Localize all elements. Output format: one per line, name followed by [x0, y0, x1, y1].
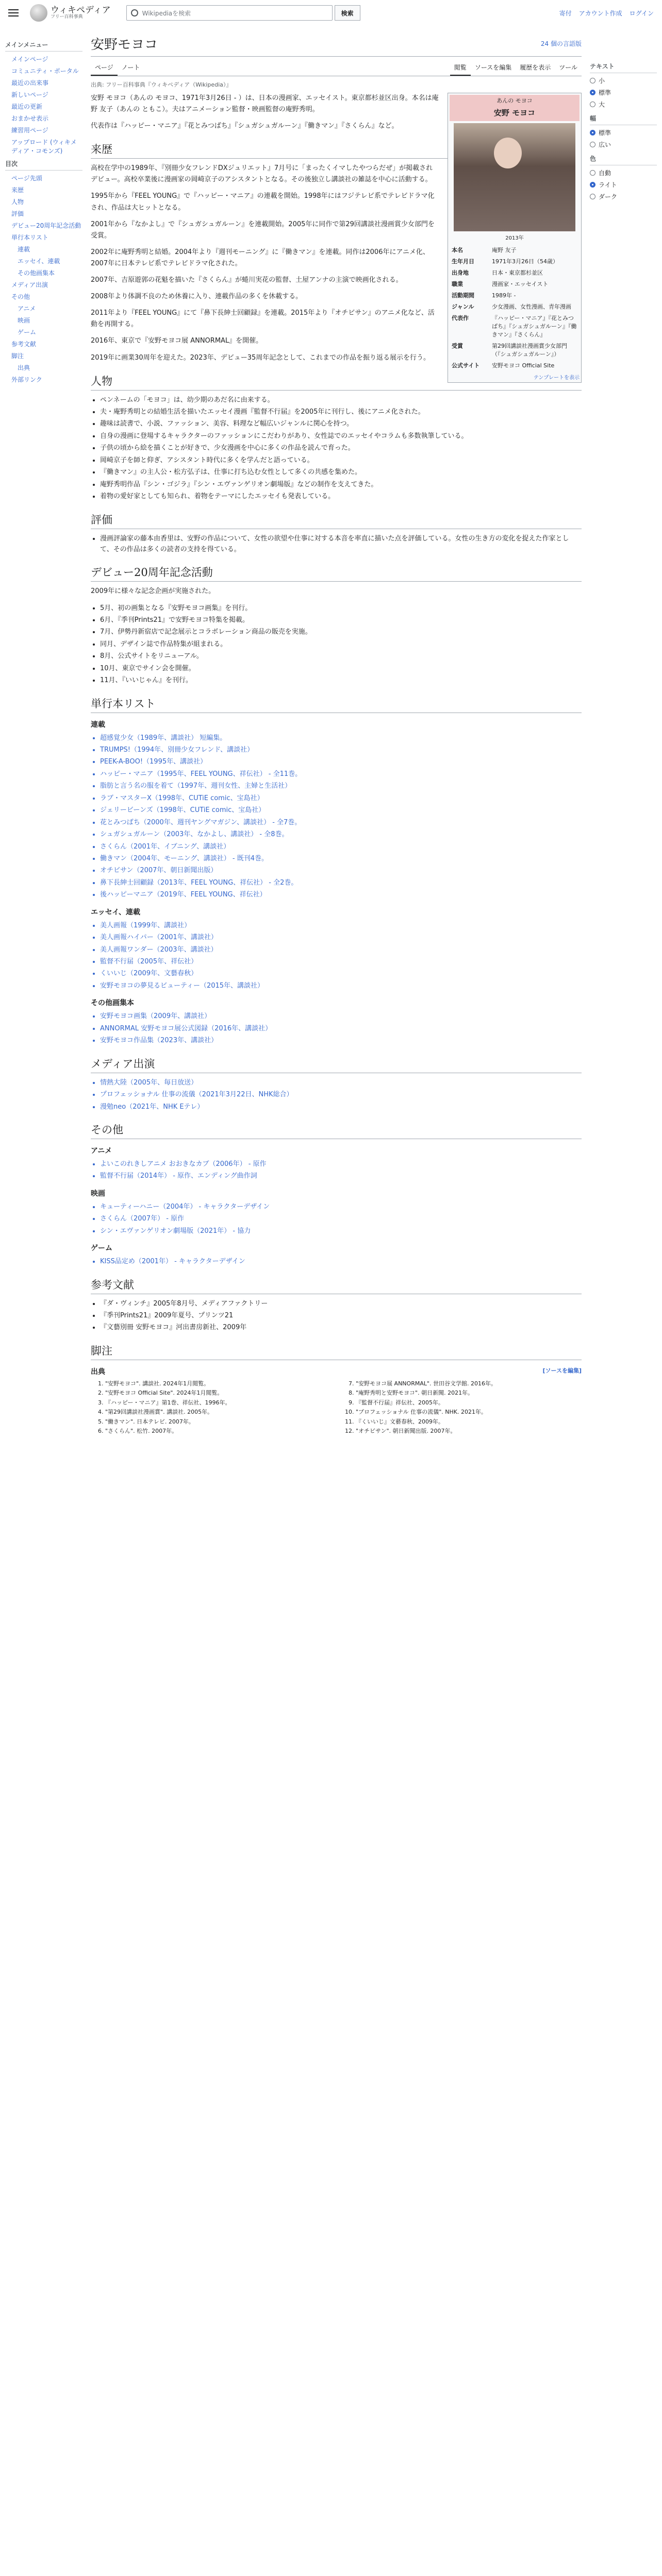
toc-item[interactable]: アニメ — [18, 305, 36, 312]
radio-label: 自動 — [599, 170, 611, 177]
list-item[interactable]: • さくらん（2001年、イブニング、講談社） — [100, 841, 582, 852]
list-item: • 『働きマン』の主人公・松方弘子は、仕事に打ち込む女性として多くの共感を集めた。 — [100, 467, 582, 478]
left-sidebar — [5, 26, 82, 1437]
sources-heading — [91, 1366, 582, 1377]
list-item[interactable]: • 鼻下長紳士回顧録（2013年、FEEL YOUNG、祥伝社） - 全2巻。 — [100, 877, 582, 888]
infobox-table — [450, 244, 580, 371]
paragraph: 2007年、吉原遊郭の花魁を描いた『さくらん』が蜷川実花の監督、土屋アンナの主演で映画化される。 — [91, 276, 403, 284]
globe-icon — [30, 4, 47, 22]
radio-button[interactable] — [590, 90, 595, 95]
text-size-header: テキスト — [590, 62, 657, 73]
game-list — [100, 1256, 582, 1267]
anniv-list — [100, 603, 582, 686]
serial-heading: 連載 — [91, 720, 105, 729]
article-content — [82, 26, 590, 1437]
edit-sources-link[interactable]: [ソースを編集] — [542, 1367, 582, 1374]
radio-label: 標準 — [599, 129, 611, 137]
list-item: • 8月、公式サイトをリニューアル。 — [100, 651, 582, 662]
list-item[interactable]: • 脂肪と言う名の服を着て（1997年、週刊女性、主婦と生活社） — [100, 781, 582, 791]
list-item: • 同月、デザイン誌で作品特集が組まれる。 — [100, 639, 582, 650]
list-item[interactable]: • ハッピー・マニア（1995年、FEEL YOUNG、祥伝社） - 全11巻。 — [100, 769, 582, 779]
radio-label: 小 — [599, 77, 605, 84]
radio-button[interactable] — [590, 130, 595, 135]
list-item[interactable]: • PEEK-A-BOO!（1995年、講談社） — [100, 756, 582, 767]
infobox-key: 代表作 — [452, 315, 469, 321]
paragraph: 代表作は『ハッピー・マニア』『花とみつばち』『シュガシュガルーン』『働きマン』『さくらん』など。 — [91, 122, 399, 130]
essay-heading: エッセイ、連載 — [91, 908, 141, 917]
list-item[interactable]: • ラブ・マスターX（1998年、CUTiE comic、宝島社） — [100, 793, 582, 804]
person-list — [100, 395, 582, 502]
radio-option[interactable] — [590, 76, 657, 85]
list-item[interactable]: • プロフェッショナル 仕事の流儀（2021年3月22日、NHK総合） — [100, 1089, 582, 1100]
page-tabs — [91, 60, 582, 76]
history-heading: 来歴 — [91, 141, 582, 159]
infobox-value: 庵野 友子 — [492, 247, 517, 253]
page-title-text: 安野モヨコ — [91, 37, 158, 53]
infobox-key: 本名 — [452, 247, 463, 253]
toc-item[interactable]: 人物 — [11, 198, 24, 206]
list-item: • 6月、『季刊Prints21』で安野モヨコ特集を掲載。 — [100, 615, 582, 625]
infobox-row — [450, 278, 580, 290]
toc-item[interactable]: 出典 — [18, 364, 30, 371]
list-item[interactable]: • 花とみつばち（2000年、週刊ヤングマガジン、講談社） - 全7巻。 — [100, 817, 582, 828]
radio-option[interactable] — [590, 180, 657, 189]
media-heading: メディア出演 — [91, 1056, 582, 1073]
radio-option[interactable] — [590, 88, 657, 97]
paragraph: 2019年に画業30周年を迎えた。2023年、デビュー35周年記念として、これまでの作品を振り返る展示を行う。 — [91, 353, 430, 362]
main-menu-item[interactable]: 最近の更新 — [11, 103, 43, 110]
wikipedia-logo[interactable] — [30, 4, 111, 22]
search-form — [126, 5, 360, 21]
infobox-value: 1989年 - — [492, 292, 516, 299]
toc-item[interactable]: 単行本リスト — [11, 234, 48, 241]
template-link[interactable]: テンプレートを表示 — [533, 375, 580, 381]
notes-heading: 脚注 — [91, 1343, 582, 1360]
list-item: • 7月、伊勢丹新宿店で記念展示とコラボレーション商品の販売を実施。 — [100, 626, 582, 637]
toc-item[interactable]: 参考文献 — [11, 341, 37, 348]
login-link[interactable]: ログイン — [629, 9, 654, 17]
radio-label: ライト — [599, 181, 617, 189]
list-item[interactable]: • 超感覚少女（1989年、講談社） 短編集。 — [100, 733, 582, 743]
radio-button[interactable] — [590, 142, 595, 147]
tab-tools[interactable]: ツール — [559, 64, 577, 71]
list-item: • 漫画評論家の藤本由香里は、安野の作品について、女性の欲望や仕事に対する本音を率直に描いた点を評価している。女性の生き方の変化を捉えた作家として、その作品は多くの読者の支持を得ている。 — [100, 533, 582, 555]
toc-item[interactable]: ゲーム — [18, 329, 37, 336]
movie-list — [100, 1201, 582, 1236]
infobox-row — [450, 267, 580, 278]
infobox-value: 1971年3月26日（54歳） — [492, 258, 558, 265]
radio-option[interactable] — [590, 168, 657, 177]
infobox-row — [450, 244, 580, 256]
works-heading: 単行本リスト — [91, 696, 582, 713]
appearance-panel — [590, 26, 657, 1437]
infobox-photo[interactable] — [454, 123, 575, 231]
list-item: 9. 『監督不行届』祥伝社、2005年。 — [356, 1399, 582, 1408]
list-item: • 10月、東京でサイン会を開催。 — [100, 663, 582, 674]
create-account-link[interactable]: アカウント作成 — [578, 9, 622, 17]
list-item: 10. "プロフェッショナル 仕事の流儀". NHK. 2021年。 — [356, 1408, 582, 1417]
toc-item[interactable]: ページ先頭 — [11, 175, 42, 182]
main-menu-list — [5, 55, 82, 155]
list-item: 5. "働きマン". 日本テレビ. 2007年。 — [105, 1418, 331, 1427]
search-placeholder: Wikipediaを検索 — [142, 9, 191, 17]
list-item[interactable]: • 監督不行届（2014年） - 原作、エンディング曲作詞 — [100, 1171, 582, 1181]
infobox-key: 公式サイト — [452, 362, 480, 369]
color-options — [590, 168, 657, 201]
list-item[interactable]: • 安野モヨコ作品集（2023年、講談社） — [100, 1035, 582, 1046]
tab-talk[interactable]: ノート — [121, 64, 140, 71]
list-item: • 『文藝別冊 安野モヨコ』河出書房新社、2009年 — [100, 1322, 582, 1333]
infobox-caption: 2013年 — [505, 235, 524, 241]
list-item[interactable]: • 働きマン（2004年、モーニング、講談社） - 既刊4巻。 — [100, 853, 582, 864]
eval-list — [100, 533, 582, 555]
paragraph: 2011年より『FEEL YOUNG』にて『鼻下長紳士回顧録』を連載。2015年より『オチビサン』のアニメ化など、活動を再開する。 — [91, 309, 435, 329]
infobox-value: 『ハッピー・マニア』『花とみつばち』『シュガシュガルーン』『働きマン』『さくらん』 — [492, 315, 577, 338]
list-item[interactable]: • TRUMPS!（1994年、別冊少女フレンド、講談社） — [100, 744, 582, 755]
list-item[interactable]: • シュガシュガルーン（2003年、なかよし、講談社） - 全8巻。 — [100, 829, 582, 840]
infobox-key: ジャンル — [452, 303, 474, 310]
infobox-key: 生年月日 — [452, 258, 474, 265]
list-item[interactable]: • 安野モヨコ画集（2009年、講談社） — [100, 1011, 582, 1022]
eval-heading: 評価 — [91, 512, 582, 529]
list-item[interactable]: • 美人画報ワンダー（2003年、講談社） — [100, 944, 582, 955]
radio-label: 広い — [599, 141, 611, 148]
article-source-note: 出典: フリー百科事典『ウィキペディア（Wikipedia）』 — [91, 81, 232, 88]
infobox-value: 第29回講談社漫画賞少女部門（『シュガシュガルーン』） — [492, 343, 567, 358]
radio-label: 大 — [599, 101, 605, 108]
tab-page[interactable]: ページ — [91, 60, 118, 76]
sources-right — [341, 1380, 582, 1437]
main-menu-header: メインメニュー — [5, 40, 82, 52]
infobox-row — [450, 301, 580, 312]
tab-edit-source[interactable]: ソースを編集 — [474, 64, 512, 71]
list-item[interactable]: • 美人画報ハイパー（2001年、講談社） — [100, 932, 582, 943]
list-item[interactable]: • キューティーハニー（2004年） - キャラクターデザイン — [100, 1201, 582, 1212]
list-item[interactable]: • よいこのれきしアニメ おおきなカブ（2006年） - 原作 — [100, 1159, 582, 1170]
list-item[interactable]: • KISS品定め（2001年） - キャラクターデザイン — [100, 1256, 582, 1267]
list-item: • ペンネームの「モヨコ」は、幼少期のあだ名に由来する。 — [100, 395, 582, 405]
radio-option[interactable] — [590, 192, 657, 201]
paragraph: 2002年に庵野秀明と結婚。2004年より『週刊モーニング』に『働きマン』を連載。同作は2006年にアニメ化、2007年に日本テレビ系でテレビドラマ化された。 — [91, 248, 429, 267]
list-item[interactable]: • 監督不行届（2005年、祥伝社） — [100, 956, 582, 967]
other-heading: その他 — [91, 1122, 582, 1139]
tab-history[interactable]: 履歴を表示 — [520, 64, 551, 71]
list-item: • 庵野秀明作品『シン・ゴジラ』『シン・エヴァンゲリオン劇場版』などの制作を支えてきた。 — [100, 479, 582, 490]
tab-read[interactable]: 閲覧 — [450, 60, 471, 76]
radio-button[interactable] — [590, 170, 595, 176]
list-item[interactable]: • さくらん（2007年） - 原作 — [100, 1213, 582, 1224]
donate-link[interactable]: 寄付 — [559, 9, 572, 17]
toc-list — [5, 174, 82, 384]
toc-item[interactable]: 脚注 — [11, 352, 24, 360]
infobox-value: 漫画家・エッセイスト — [492, 281, 549, 287]
main-menu-item[interactable]: コミュニティ・ポータル — [11, 67, 79, 75]
infobox-value: 日本・東京都杉並区 — [492, 269, 543, 276]
search-input[interactable] — [126, 5, 333, 21]
paragraph: 2008年より体調不良のため休養に入り、連載作品の多くを休載する。 — [91, 293, 303, 301]
serial-list — [100, 733, 582, 901]
list-item: • 自身の漫画に登場するキャラクターのファッションにこだわりがあり、女性誌でのエッセイやコラムも多数執筆している。 — [100, 431, 582, 442]
toc-item[interactable]: 連載 — [18, 246, 30, 253]
list-item: 7. "安野モヨコ展 ANNORMAL". 世田谷文学館. 2016年。 — [356, 1380, 582, 1388]
main-menu-item[interactable]: 新しいページ — [11, 91, 48, 98]
infobox-row — [450, 312, 580, 340]
paragraph: 2016年、東京で『安野モヨコ展 ANNORMAL』を開催。 — [91, 337, 263, 345]
list-item: 4. "第29回講談社漫画賞". 講談社. 2005年。 — [105, 1408, 331, 1417]
radio-option[interactable] — [590, 128, 657, 137]
radio-button[interactable] — [590, 194, 595, 199]
list-item: • 『季刊Prints21』2009年夏号、プリンツ21 — [100, 1310, 582, 1321]
main-menu-item[interactable]: メインページ — [11, 56, 48, 63]
main-menu-item[interactable]: おまかせ表示 — [11, 115, 49, 122]
width-options — [590, 128, 657, 149]
essay-list — [100, 920, 582, 992]
main-menu-item[interactable]: アップロード (ウィキメディア・コモンズ) — [11, 139, 77, 155]
search-button[interactable]: 検索 — [335, 5, 360, 21]
radio-option[interactable] — [590, 140, 657, 149]
movie-heading: 映画 — [91, 1189, 105, 1198]
list-item[interactable]: • 後ハッピーマニア（2019年、FEEL YOUNG、祥伝社） — [100, 889, 582, 900]
toc-item[interactable]: デビュー20周年記念活動 — [11, 222, 81, 229]
list-item[interactable]: • ジェリービーンズ（1998年、CUTiE comic、宝島社） — [100, 805, 582, 816]
list-item: • 子供の頃から絵を描くことが好きで、少女漫画を中心に多くの作品を読んで育った。 — [100, 443, 582, 453]
text-size-options — [590, 76, 657, 109]
list-item[interactable]: • シン・エヴァンゲリオン劇場版（2021年） - 協力 — [100, 1226, 582, 1236]
radio-label: ダーク — [599, 193, 618, 200]
anime-heading: アニメ — [91, 1146, 112, 1155]
language-button[interactable]: 24 個の言語版 — [540, 40, 582, 47]
person-heading: 人物 — [91, 373, 582, 391]
radio-button[interactable] — [590, 101, 595, 107]
color-header: 色 — [590, 154, 657, 165]
infobox-row — [450, 340, 580, 360]
infobox — [448, 93, 582, 383]
list-item: • 着物の愛好家としても知られ、着物をテーマにしたエッセイも発表している。 — [100, 491, 582, 502]
game-heading: ゲーム — [91, 1244, 112, 1253]
infobox-row — [450, 360, 580, 371]
toc-item[interactable]: エッセイ、連載 — [18, 258, 60, 265]
list-item: • 5月、初の画集となる『安野モヨコ画集』を刊行。 — [100, 603, 582, 614]
page-title — [91, 34, 582, 57]
infobox-name: 安野 モヨコ — [450, 106, 580, 121]
toc-item[interactable]: メディア出演 — [11, 281, 48, 289]
list-item[interactable]: • 情熱大陸（2005年、毎日放送） — [100, 1077, 582, 1088]
anniv-heading: デビュー20周年記念活動 — [91, 564, 582, 582]
paragraph: 安野 モヨコ（あんの モヨコ、1971年3月26日 - ）は、日本の漫画家、エッセイスト。東京都杉並区出身。本名は庵野 友子（あんの ともこ）。夫はアニメーション監督・映画監督の庵野秀明。 — [91, 94, 439, 114]
paragraph: 1995年から『FEEL YOUNG』で『ハッピー・マニア』の連載を開始。1998年にはフジテレビ系でテレビドラマ化され、作品は大ヒットとなる。 — [91, 192, 435, 212]
sources-heading-text: 出典 — [91, 1367, 105, 1376]
sources-left — [91, 1380, 331, 1437]
list-item: • 趣味は読書で、小説、ファッション、美容、料理など幅広いジャンルに関心を持つ。 — [100, 418, 582, 429]
artbook-heading: その他画集本 — [91, 999, 134, 1008]
artbook-list — [100, 1011, 582, 1046]
infobox-key: 受賞 — [452, 343, 463, 349]
list-item[interactable]: • くいいじ（2009年、文藝春秋） — [100, 968, 582, 979]
list-item: 11. 『くいいじ』文藝春秋、2009年。 — [356, 1418, 582, 1427]
refs-list — [100, 1298, 582, 1333]
list-item: 2. "安野モヨコ Official Site". 2024年1月閲覧。 — [105, 1389, 331, 1398]
width-header: 幅 — [590, 114, 657, 125]
toc-item[interactable]: 来歴 — [11, 187, 24, 194]
list-item: • 『ダ・ヴィンチ』2005年8月号、メディアファクトリー — [100, 1298, 582, 1309]
list-item: 12. "オチビサン". 朝日新聞出版. 2007年。 — [356, 1427, 582, 1436]
anime-list — [100, 1159, 582, 1182]
list-item[interactable]: • ANNORMAL 安野モヨコ展公式図録（2016年、講談社） — [100, 1023, 582, 1034]
user-links — [559, 9, 654, 18]
list-item: 6. "さくらん". 松竹. 2007年。 — [105, 1427, 331, 1436]
infobox-value: 安野モヨコ Official Site — [492, 362, 555, 369]
radio-button[interactable] — [590, 182, 595, 188]
infobox-key: 出身地 — [452, 269, 469, 276]
list-item[interactable]: • 安野モヨコの夢見るビューティー（2015年、講談社） — [100, 980, 582, 991]
hamburger-menu-icon[interactable] — [8, 9, 19, 16]
radio-label: 標準 — [599, 89, 611, 96]
infobox-key: 職業 — [452, 281, 463, 287]
list-item: • 夫・庵野秀明との結婚生活を描いたエッセイ漫画『監督不行届』を2005年に刊行し、後にアニメ化された。 — [100, 406, 582, 417]
list-item[interactable]: • オチビサン（2007年、朝日新聞出版） — [100, 865, 582, 876]
refs-heading: 参考文献 — [91, 1277, 582, 1294]
toc-item[interactable]: 評価 — [11, 210, 24, 217]
top-bar — [0, 0, 662, 26]
list-item: 8. "庵野秀明と安野モヨコ". 朝日新聞. 2021年。 — [356, 1389, 582, 1398]
radio-option[interactable] — [590, 100, 657, 109]
site-title: ウィキペディア — [51, 5, 111, 15]
search-icon — [131, 9, 138, 16]
list-item: • 岡崎京子を師と仰ぎ、アシスタント時代に多くを学んだと語っている。 — [100, 455, 582, 466]
toc-header: 目次 — [5, 159, 82, 171]
list-item[interactable]: • 漫勉neo（2021年、NHK Eテレ） — [100, 1101, 582, 1112]
anniv-intro: 2009年に様々な記念企画が実施された。 — [91, 587, 216, 596]
list-item[interactable]: • 美人画報（1999年、講談社） — [100, 920, 582, 931]
list-item: 1. "安野モヨコ". 講談社. 2024年1月閲覧。 — [105, 1380, 331, 1388]
paragraph: 高校在学中の1989年、『別冊少女フレンドDXジュリエット』7月号に「まったくイマしたやつらだぜ」が掲載されデビュー。高校卒業後に漫画家の岡崎京子のアシスタントとなる。その後独立し講談社の雑誌を中心に活動する。 — [91, 164, 433, 184]
infobox-key: 活動期間 — [452, 292, 474, 299]
infobox-reading: あんの モヨコ — [450, 95, 580, 106]
site-subtitle: フリー百科事典 — [51, 14, 83, 20]
infobox-row — [450, 256, 580, 267]
list-item: 3. 『ハッピー・マニア』第1巻、祥伝社、1996年。 — [105, 1399, 331, 1408]
list-item: • 11月、『いいじゃん』を刊行。 — [100, 675, 582, 686]
main-menu-item[interactable]: 最近の出来事 — [11, 79, 49, 87]
toc-item[interactable]: その他画集本 — [18, 269, 55, 277]
paragraph: 2001年から『なかよし』で『シュガシュガルーン』を連載開始。2005年に同作で第29回講談社漫画賞少女部門を受賞。 — [91, 220, 435, 240]
main-menu-item[interactable]: 練習用ページ — [11, 127, 48, 134]
infobox-value: 少女漫画、女性漫画、青年漫画 — [492, 303, 571, 310]
media-list — [100, 1077, 582, 1112]
toc-item[interactable]: 外部リンク — [11, 376, 42, 383]
toc-item[interactable]: その他 — [11, 293, 30, 300]
radio-button[interactable] — [590, 78, 595, 83]
toc-item[interactable]: 映画 — [18, 317, 30, 324]
sources-columns — [91, 1380, 582, 1437]
infobox-row — [450, 290, 580, 301]
